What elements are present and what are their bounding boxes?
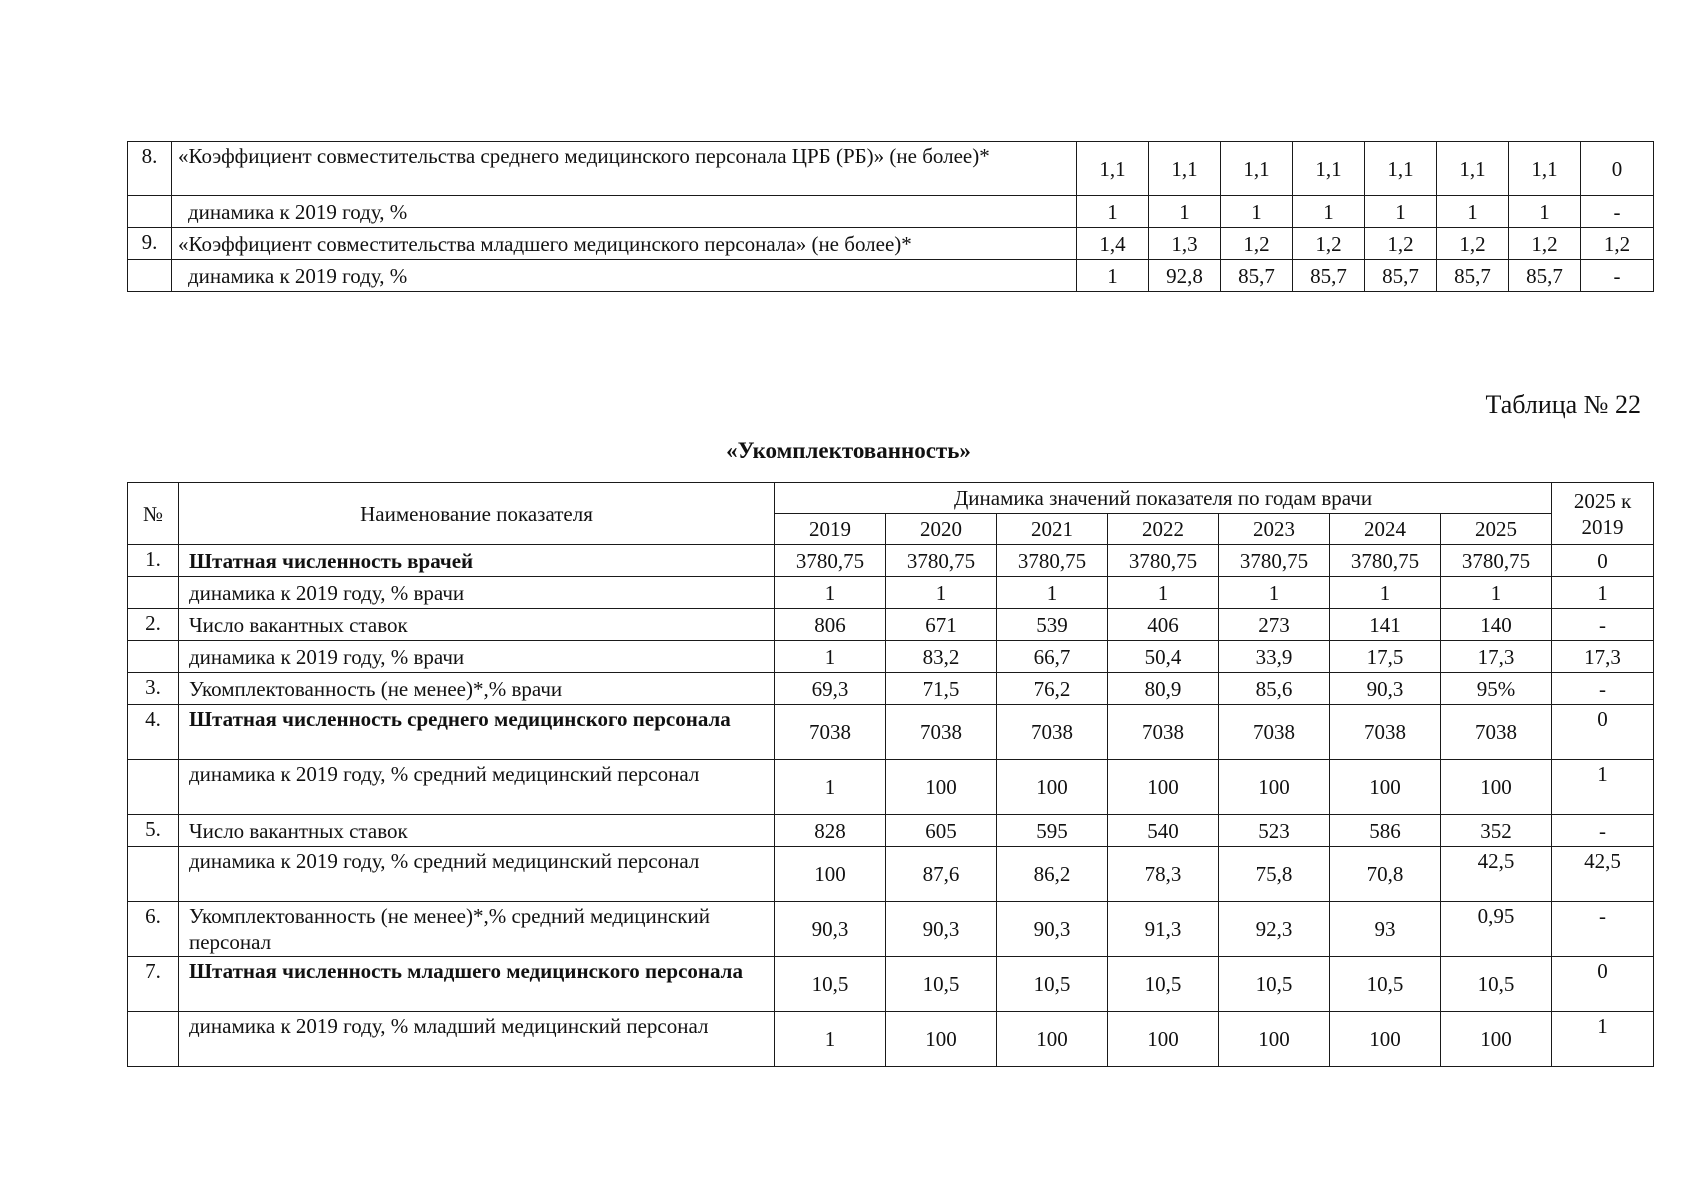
value-cell: 10,5 (997, 957, 1108, 1012)
table-row (128, 815, 1654, 847)
value-cell: 91,3 (1108, 902, 1219, 957)
indicator-name: динамика к 2019 году, % врачи (179, 577, 775, 609)
header-2025-vs-2019: 2025 к 2019 (1552, 483, 1654, 545)
staffing-table (127, 482, 1654, 1067)
table-row (128, 196, 1654, 228)
value-cell: 1 (1365, 196, 1437, 228)
value-cell: 539 (997, 609, 1108, 641)
change-cell: 17,3 (1552, 641, 1654, 673)
value-cell: 66,7 (997, 641, 1108, 673)
value-cell: 93 (1330, 902, 1441, 957)
value-cell: 7038 (1441, 705, 1552, 760)
value-cell: 1 (886, 577, 997, 609)
value-cell: 70,8 (1330, 847, 1441, 902)
header-indicator-name: Наименование показателя (179, 483, 775, 545)
value-cell: 141 (1330, 609, 1441, 641)
header-year: 2024 (1330, 514, 1441, 545)
value-cell: 42,5 (1441, 847, 1552, 902)
header-number: № (128, 483, 179, 545)
value-cell: 1 (1437, 196, 1509, 228)
value-cell: 1,1 (1077, 142, 1149, 196)
row-index: 7. (128, 957, 179, 1012)
indicator-name: Укомплектованность (не менее)*,% врачи (179, 673, 775, 705)
value-cell: 605 (886, 815, 997, 847)
value-cell: 10,5 (775, 957, 886, 1012)
value-cell: 7038 (886, 705, 997, 760)
change-cell: 42,5 (1552, 847, 1654, 902)
value-cell: 92,3 (1219, 902, 1330, 957)
change-cell: - (1552, 815, 1654, 847)
value-cell: 100 (1219, 760, 1330, 815)
value-cell: 100 (997, 760, 1108, 815)
indicator-name: Число вакантных ставок (179, 815, 775, 847)
indicator-name: динамика к 2019 году, % (172, 196, 1077, 228)
row-index: 8. (128, 142, 172, 196)
value-cell: 100 (1219, 1012, 1330, 1067)
value-cell: 3780,75 (886, 545, 997, 577)
value-cell: 1,2 (1437, 228, 1509, 260)
row-index: 4. (128, 705, 179, 760)
value-cell: 1 (775, 577, 886, 609)
row-index: 1. (128, 545, 179, 577)
value-cell: 69,3 (775, 673, 886, 705)
value-cell: 1 (1330, 577, 1441, 609)
value-cell: 352 (1441, 815, 1552, 847)
value-cell: 100 (775, 847, 886, 902)
table-row (128, 577, 1654, 609)
indicator-name: Штатная численность младшего медицинского персонала (179, 957, 775, 1012)
header-row (128, 483, 1654, 514)
value-cell: 1 (1108, 577, 1219, 609)
header-year: 2025 (1441, 514, 1552, 545)
table-number-label: Таблица № 22 (1485, 390, 1641, 419)
value-cell: 540 (1108, 815, 1219, 847)
indicator-name: динамика к 2019 году, % средний медицинский персонал (179, 847, 775, 902)
table-row (128, 609, 1654, 641)
value-cell: 100 (886, 1012, 997, 1067)
value-cell: 1 (1221, 196, 1293, 228)
value-cell: 85,6 (1219, 673, 1330, 705)
value-cell: 1,2 (1221, 228, 1293, 260)
row-index: 9. (128, 228, 172, 260)
value-cell: 1,1 (1509, 142, 1581, 196)
value-cell: 90,3 (997, 902, 1108, 957)
value-cell: 1,2 (1581, 228, 1654, 260)
value-cell: 78,3 (1108, 847, 1219, 902)
value-cell: - (1581, 196, 1654, 228)
value-cell: 87,6 (886, 847, 997, 902)
value-cell: 100 (1441, 760, 1552, 815)
staffing-table-body (128, 545, 1654, 1067)
value-cell: 1,1 (1437, 142, 1509, 196)
change-cell: 1 (1552, 1012, 1654, 1067)
value-cell: 90,3 (886, 902, 997, 957)
value-cell: 100 (1330, 760, 1441, 815)
value-cell: 33,9 (1219, 641, 1330, 673)
value-cell: 1,3 (1149, 228, 1221, 260)
table-title: «Укомплектованность» (726, 438, 971, 463)
value-cell: 7038 (1219, 705, 1330, 760)
row-index (128, 760, 179, 815)
indicator-name: «Коэффициент совместительства младшего медицинского персонала» (не более)* (172, 228, 1077, 260)
value-cell: 1,1 (1221, 142, 1293, 196)
value-cell: 0 (1581, 142, 1654, 196)
value-cell: 10,5 (1441, 957, 1552, 1012)
row-index (128, 260, 172, 292)
value-cell: 671 (886, 609, 997, 641)
continuation-table (127, 141, 1654, 292)
table-row (128, 760, 1654, 815)
indicator-name: Укомплектованность (не менее)*,% средний медицинский персонал (179, 902, 775, 957)
value-cell: 17,3 (1441, 641, 1552, 673)
indicator-name: Штатная численность среднего медицинского персонала (179, 705, 775, 760)
value-cell: 3780,75 (1330, 545, 1441, 577)
value-cell: 86,2 (997, 847, 1108, 902)
table-row (128, 545, 1654, 577)
value-cell: 1 (1077, 196, 1149, 228)
value-cell: 1 (1077, 260, 1149, 292)
indicator-name: «Коэффициент совместительства среднего медицинского персонала ЦРБ (РБ)» (не более)* (172, 142, 1077, 196)
value-cell: 586 (1330, 815, 1441, 847)
value-cell: 85,7 (1293, 260, 1365, 292)
value-cell: 3780,75 (997, 545, 1108, 577)
value-cell: 76,2 (997, 673, 1108, 705)
table-row (128, 847, 1654, 902)
value-cell: 1 (1441, 577, 1552, 609)
value-cell: 7038 (1330, 705, 1441, 760)
value-cell: 71,5 (886, 673, 997, 705)
table-row (128, 902, 1654, 957)
value-cell: 595 (997, 815, 1108, 847)
value-cell: 0,95 (1441, 902, 1552, 957)
value-cell: 828 (775, 815, 886, 847)
indicator-name: динамика к 2019 году, % младший медицинский персонал (179, 1012, 775, 1067)
value-cell: 1 (775, 760, 886, 815)
value-cell: 100 (1441, 1012, 1552, 1067)
value-cell: 1,2 (1293, 228, 1365, 260)
value-cell: 7038 (997, 705, 1108, 760)
value-cell: - (1581, 260, 1654, 292)
value-cell: 3780,75 (1108, 545, 1219, 577)
value-cell: 1 (775, 641, 886, 673)
change-cell: 0 (1552, 957, 1654, 1012)
value-cell: 100 (1330, 1012, 1441, 1067)
value-cell: 85,7 (1437, 260, 1509, 292)
value-cell: 7038 (1108, 705, 1219, 760)
value-cell: 806 (775, 609, 886, 641)
value-cell: 3780,75 (1441, 545, 1552, 577)
value-cell: 90,3 (1330, 673, 1441, 705)
value-cell: 523 (1219, 815, 1330, 847)
value-cell: 1,4 (1077, 228, 1149, 260)
indicator-name: Число вакантных ставок (179, 609, 775, 641)
row-index: 5. (128, 815, 179, 847)
indicator-name: динамика к 2019 году, % (172, 260, 1077, 292)
indicator-name: динамика к 2019 году, % врачи (179, 641, 775, 673)
value-cell: 90,3 (775, 902, 886, 957)
header-year-group: Динамика значений показателя по годам врачи (775, 483, 1552, 514)
change-cell: - (1552, 902, 1654, 957)
change-cell: 0 (1552, 705, 1654, 760)
value-cell: 273 (1219, 609, 1330, 641)
value-cell: 3780,75 (1219, 545, 1330, 577)
value-cell: 10,5 (1330, 957, 1441, 1012)
value-cell: 1 (1219, 577, 1330, 609)
table-row (128, 260, 1654, 292)
table-row (128, 228, 1654, 260)
value-cell: 10,5 (1108, 957, 1219, 1012)
row-index: 3. (128, 673, 179, 705)
row-index (128, 1012, 179, 1067)
value-cell: 85,7 (1221, 260, 1293, 292)
change-cell: 1 (1552, 760, 1654, 815)
value-cell: 83,2 (886, 641, 997, 673)
header-year: 2019 (775, 514, 886, 545)
value-cell: 1,1 (1293, 142, 1365, 196)
value-cell: 1,1 (1365, 142, 1437, 196)
indicator-name: динамика к 2019 году, % средний медицинский персонал (179, 760, 775, 815)
value-cell: 3780,75 (775, 545, 886, 577)
value-cell: 1 (997, 577, 1108, 609)
header-year: 2021 (997, 514, 1108, 545)
value-cell: 100 (886, 760, 997, 815)
value-cell: 50,4 (1108, 641, 1219, 673)
row-index: 2. (128, 609, 179, 641)
row-index: 6. (128, 902, 179, 957)
value-cell: 10,5 (886, 957, 997, 1012)
value-cell: 1 (775, 1012, 886, 1067)
change-cell: - (1552, 609, 1654, 641)
change-cell: 1 (1552, 577, 1654, 609)
indicator-name: Штатная численность врачей (179, 545, 775, 577)
value-cell: 10,5 (1219, 957, 1330, 1012)
value-cell: 80,9 (1108, 673, 1219, 705)
row-index (128, 577, 179, 609)
header-year: 2023 (1219, 514, 1330, 545)
value-cell: 100 (1108, 1012, 1219, 1067)
value-cell: 7038 (775, 705, 886, 760)
value-cell: 1,2 (1365, 228, 1437, 260)
value-cell: 1 (1509, 196, 1581, 228)
value-cell: 140 (1441, 609, 1552, 641)
change-cell: - (1552, 673, 1654, 705)
table-row (128, 1012, 1654, 1067)
value-cell: 1 (1293, 196, 1365, 228)
value-cell: 1,2 (1509, 228, 1581, 260)
value-cell: 75,8 (1219, 847, 1330, 902)
value-cell: 17,5 (1330, 641, 1441, 673)
table-row (128, 673, 1654, 705)
value-cell: 100 (1108, 760, 1219, 815)
table-row (128, 641, 1654, 673)
row-index (128, 196, 172, 228)
value-cell: 1,1 (1149, 142, 1221, 196)
header-year: 2022 (1108, 514, 1219, 545)
row-index (128, 847, 179, 902)
table-row (128, 705, 1654, 760)
value-cell: 1 (1149, 196, 1221, 228)
value-cell: 95% (1441, 673, 1552, 705)
header-year: 2020 (886, 514, 997, 545)
value-cell: 85,7 (1365, 260, 1437, 292)
value-cell: 100 (997, 1012, 1108, 1067)
value-cell: 85,7 (1509, 260, 1581, 292)
change-cell: 0 (1552, 545, 1654, 577)
row-index (128, 641, 179, 673)
table-row (128, 957, 1654, 1012)
value-cell: 92,8 (1149, 260, 1221, 292)
table-row (128, 142, 1654, 196)
value-cell: 406 (1108, 609, 1219, 641)
